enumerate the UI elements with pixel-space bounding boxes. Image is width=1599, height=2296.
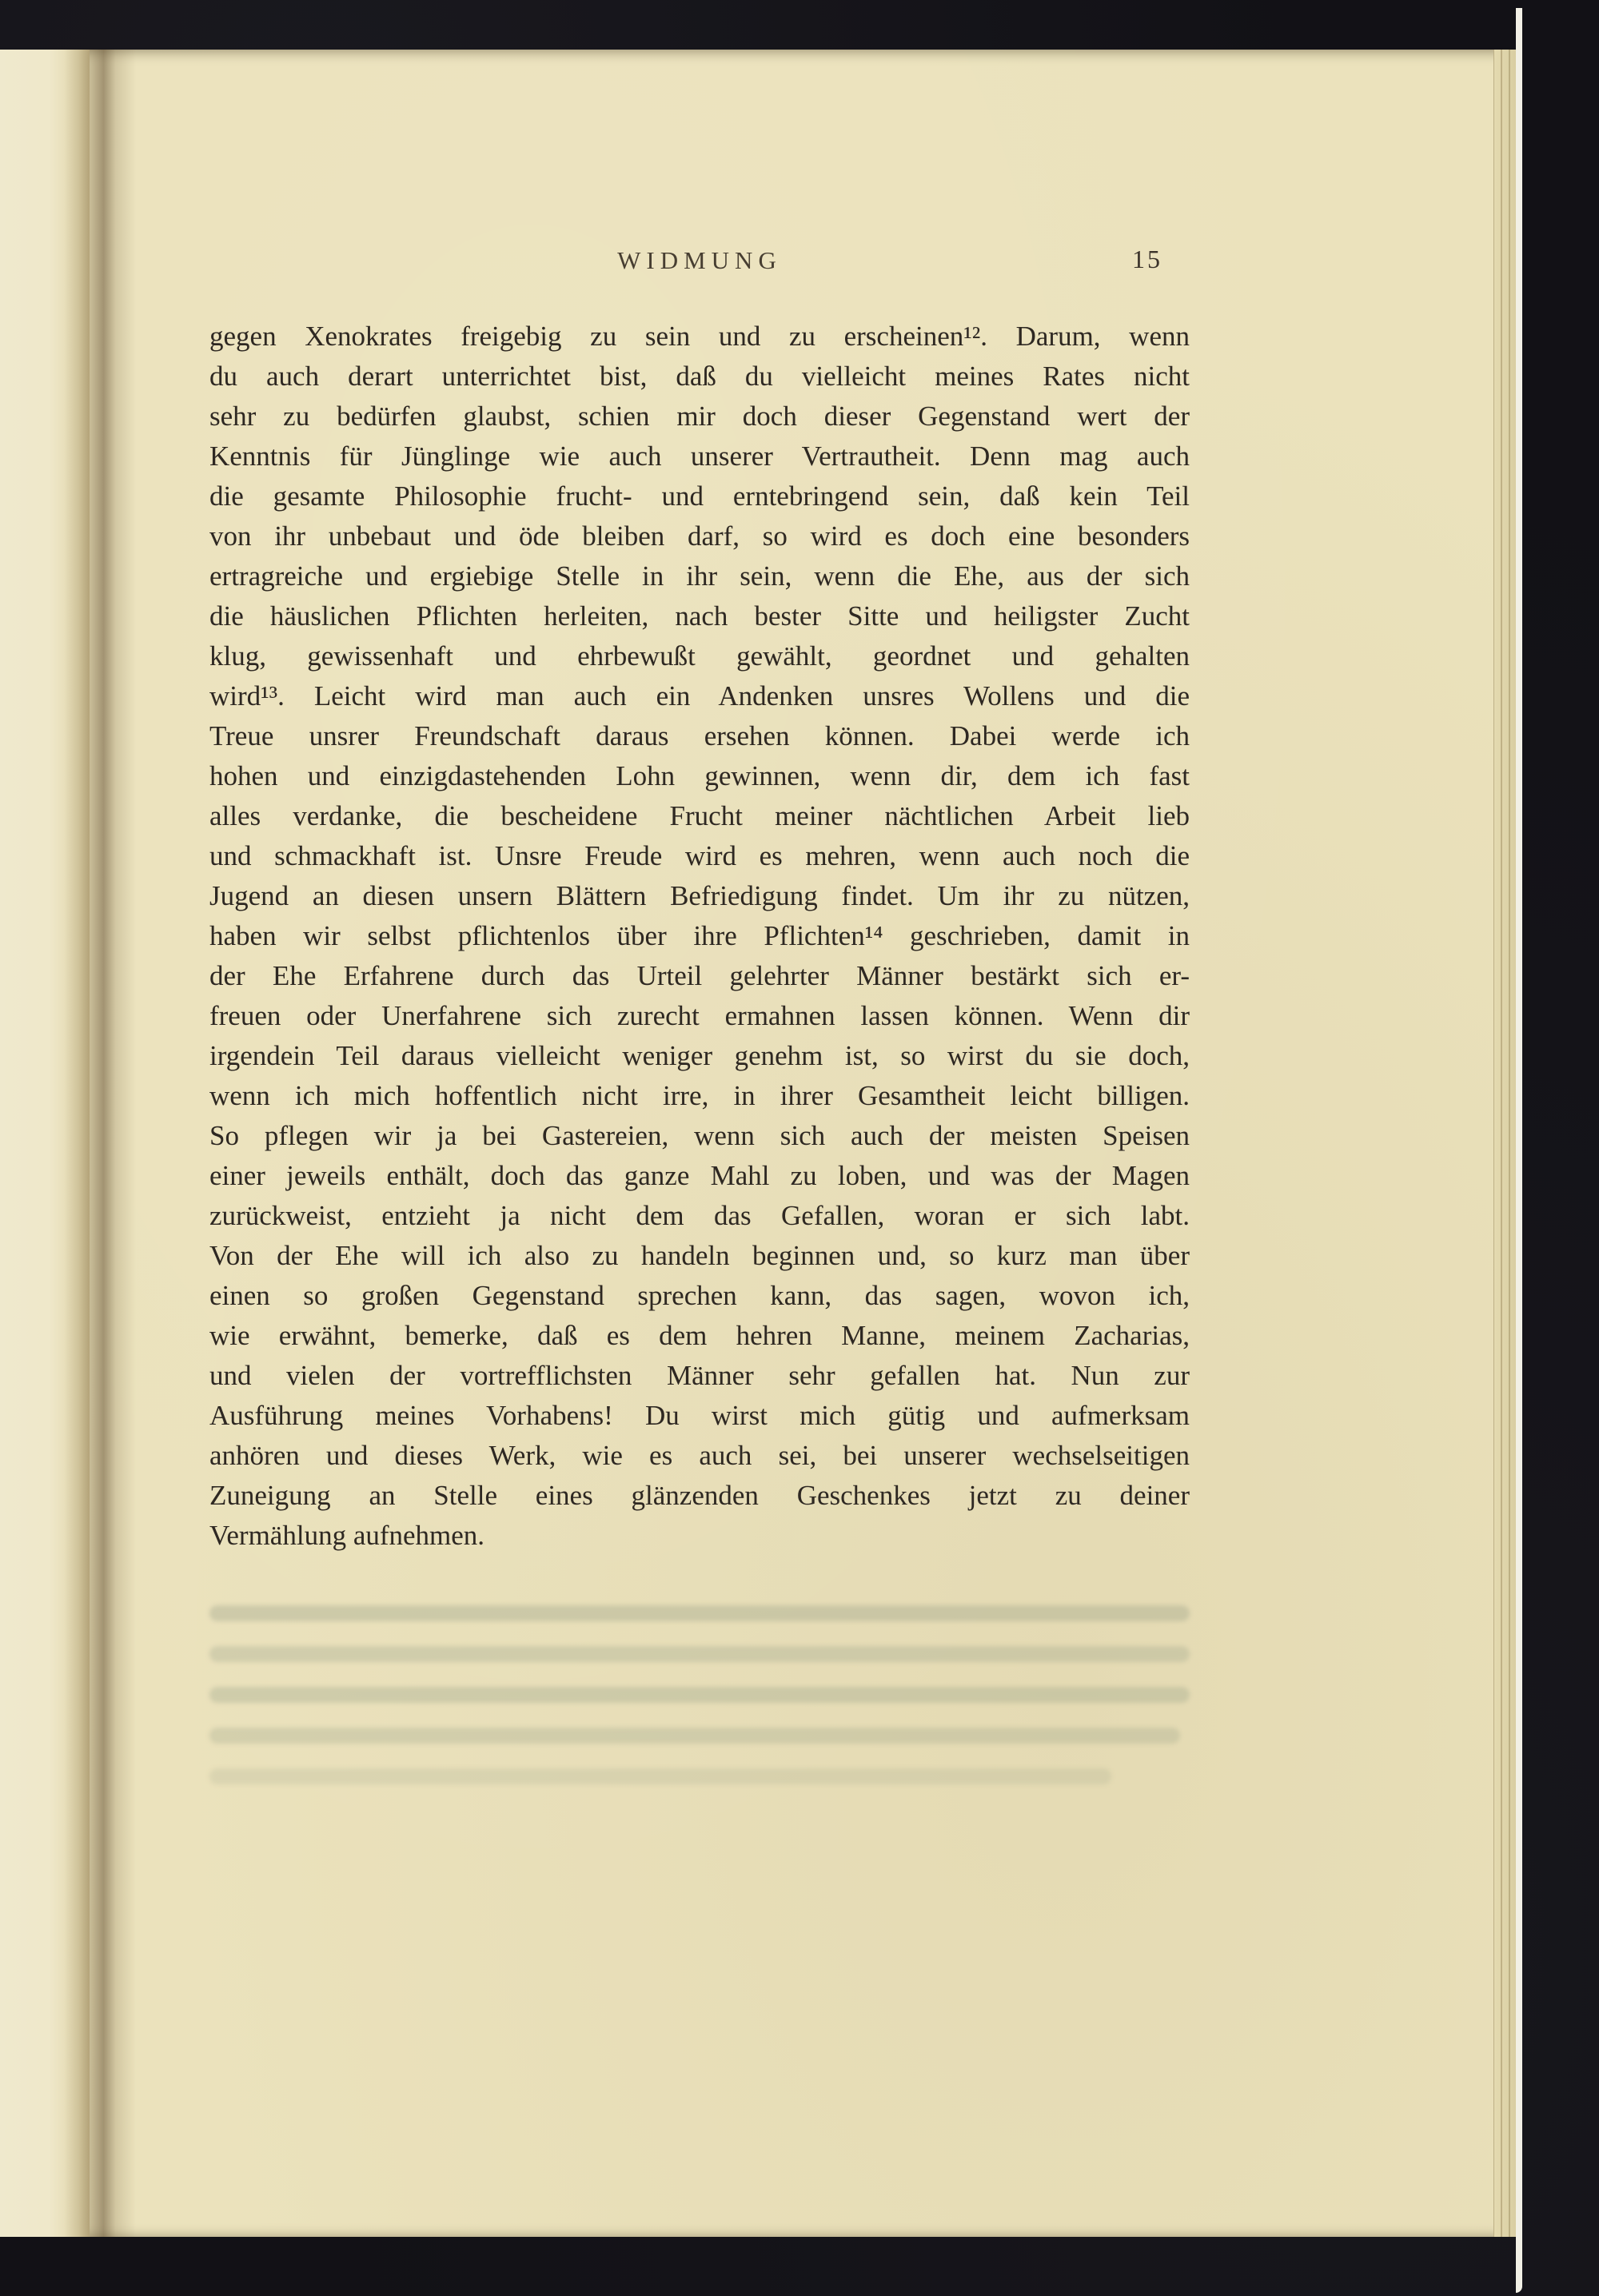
text-line: die häuslichen Pflichten herleiten, nach bester Sitte und heiligster Zucht	[209, 600, 1190, 632]
gutter-shadow	[64, 50, 136, 2237]
show-through-line	[209, 1687, 1190, 1703]
text-line: und schmackhaft ist. Unsre Freude wird es mehren, wenn auch noch die	[209, 840, 1190, 871]
text-line: die gesamte Philosophie frucht- und erntebringend sein, daß kein Teil	[209, 480, 1190, 512]
text-line: wenn ich mich hoffentlich nicht irre, in ihrer Gesamtheit leicht billigen.	[209, 1080, 1190, 1111]
text-line: alles verdanke, die bescheidene Frucht meiner nächtlichen Arbeit lieb	[209, 800, 1190, 831]
text-line: wird¹³. Leicht wird man auch ein Andenken unsres Wollens und die	[209, 680, 1190, 712]
text-line: wie erwähnt, bemerke, daß es dem hehren Manne, meinem Zacharias,	[209, 1320, 1190, 1351]
text-line: du auch derart unterrichtet bist, daß du vielleicht meines Rates nicht	[209, 361, 1190, 392]
page-edge-stack	[1493, 50, 1517, 2237]
text-line: Treue unsrer Freundschaft daraus ersehen können. Dabei werde ich	[209, 720, 1190, 751]
text-line: und vielen der vortrefflichsten Männer sehr gefallen hat. Nun zur	[209, 1360, 1190, 1391]
text-line: freuen oder Unerfahrene sich zurecht ermahnen lassen können. Wenn dir	[209, 1000, 1190, 1031]
show-through-line	[209, 1768, 1111, 1784]
endpaper-sliver	[1516, 8, 1522, 2293]
text-line: klug, gewissenhaft und ehrbewußt gewählt, geordnet und gehalten	[209, 640, 1190, 672]
text-line: ertragreiche und ergiebige Stelle in ihr sein, wenn die Ehe, aus der sich	[209, 560, 1190, 592]
text-line: sehr zu bedürfen glaubst, schien mir doch dieser Gegenstand wert der	[209, 401, 1190, 432]
text-line: einen so großen Gegenstand sprechen kann, das sagen, wovon ich,	[209, 1280, 1190, 1311]
printed-content	[209, 50, 1190, 2237]
text-line: Ausführung meines Vorhabens! Du wirst mich gütig und aufmerksam	[209, 1400, 1190, 1431]
page-header	[209, 246, 1190, 283]
text-line: der Ehe Erfahrene durch das Urteil gelehrter Männer bestärkt sich er-	[209, 960, 1190, 991]
text-line: Vermählung aufnehmen.	[209, 1520, 485, 1551]
text-line: irgendein Teil daraus vielleicht weniger genehm ist, so wirst du sie doch,	[209, 1040, 1190, 1071]
show-through-line	[209, 1646, 1190, 1662]
text-line: gegen Xenokrates freigebig zu sein und zu erscheinen¹². Darum, wenn	[209, 321, 1190, 352]
book-page	[0, 50, 1522, 2237]
page-number: 15	[1132, 245, 1162, 273]
text-line: von ihr unbebaut und öde bleiben darf, so wird es doch eine besonders	[209, 520, 1190, 552]
show-through-line	[209, 1605, 1190, 1621]
text-line: einer jeweils enthält, doch das ganze Mahl zu loben, und was der Magen	[209, 1160, 1190, 1191]
text-line: zurückweist, entzieht ja nicht dem das Gefallen, woran er sich labt.	[209, 1200, 1190, 1231]
text-line: Kenntnis für Jünglinge wie auch unserer Vertrautheit. Denn mag auch	[209, 440, 1190, 472]
text-line: Jugend an diesen unsern Blättern Befriedigung findet. Um ihr zu nützen,	[209, 880, 1190, 911]
text-line: Zuneigung an Stelle eines glänzenden Geschenkes jetzt zu deiner	[209, 1480, 1190, 1511]
text-line: hohen und einzigdastehenden Lohn gewinnen, wenn dir, dem ich fast	[209, 760, 1190, 791]
text-line: So pflegen wir ja bei Gastereien, wenn sich auch der meisten Speisen	[209, 1120, 1190, 1151]
text-line: anhören und dieses Werk, wie es auch sei, bei unserer wechselseitigen	[209, 1440, 1190, 1471]
running-head: WIDMUNG	[617, 246, 782, 274]
text-line: haben wir selbst pflichtenlos über ihre Pflichten¹⁴ geschrieben, damit in	[209, 920, 1190, 951]
body-text	[209, 317, 1190, 1556]
show-through-line	[209, 1728, 1180, 1744]
text-line: Von der Ehe will ich also zu handeln beginnen und, so kurz man über	[209, 1240, 1190, 1271]
